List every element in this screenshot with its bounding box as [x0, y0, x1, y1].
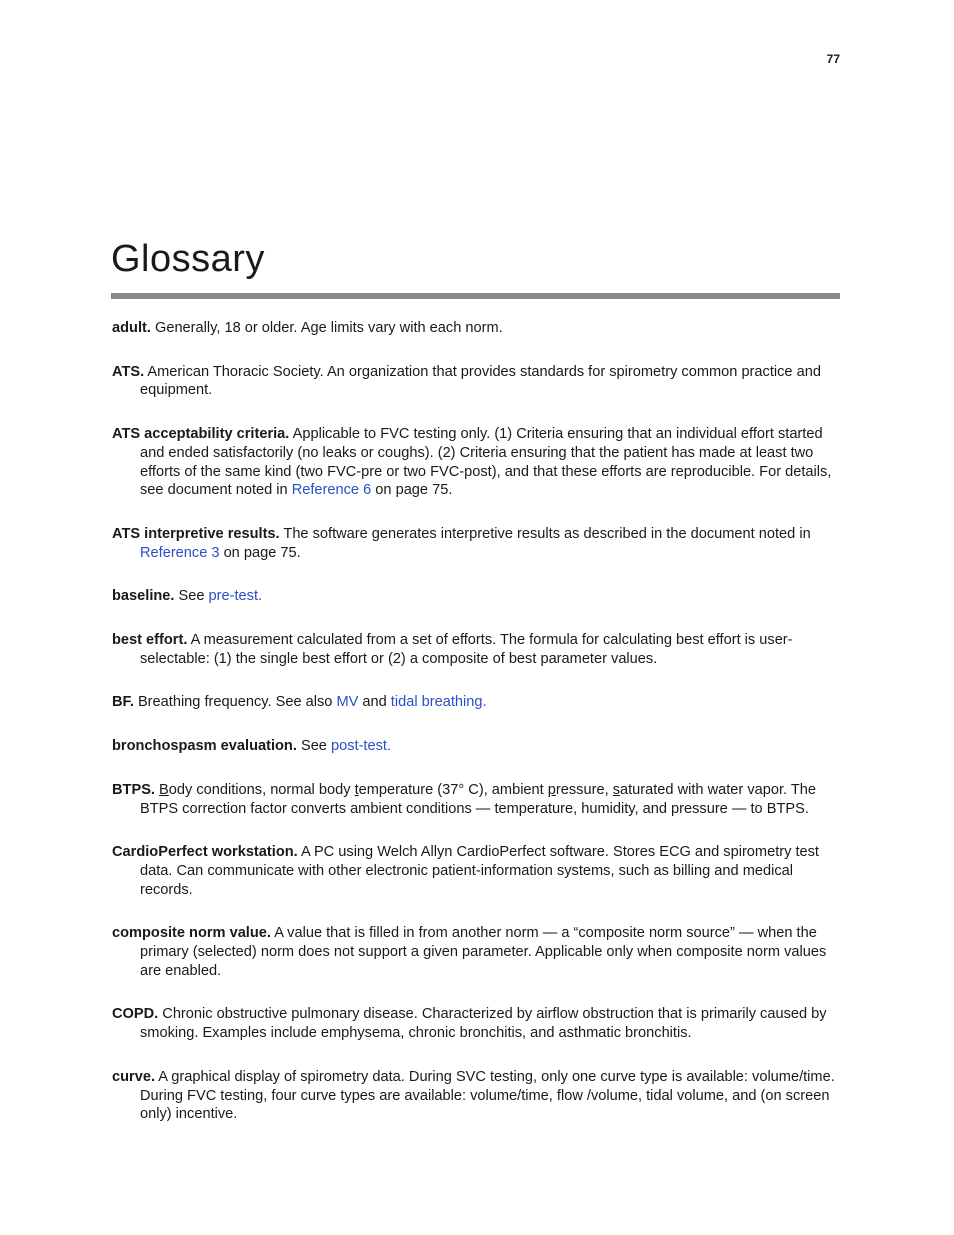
- page-number: 77: [826, 52, 840, 66]
- glossary-definition: See: [296, 738, 331, 755]
- glossary-term: best effort.: [112, 632, 188, 649]
- glossary-definition: A value that is filled in from another norm — a “composite norm source” — when the primary (selected) norm does not support a given parameter. Applicable only when composite norm values are enabled.: [140, 925, 827, 979]
- glossary-definition: The software generates interpretive results as described in the document noted in: [279, 525, 811, 542]
- glossary-term: curve.: [112, 1068, 155, 1085]
- glossary-definition: ressure,: [555, 781, 613, 798]
- glossary-entry-ats-acceptability-criteria: [112, 425, 844, 500]
- glossary-term: baseline.: [112, 588, 175, 605]
- glossary-definition-tail: on page 75.: [371, 482, 453, 499]
- glossary-definition: A PC using Welch Allyn CardioPerfect software. Stores ECG and spirometry test data. Can communicate with other electronic patient-information systems, such as billing and medical records.: [140, 844, 819, 898]
- glossary-definition: Chronic obstructive pulmonary disease. Characterized by airflow obstruction that is primarily caused by smoking. Examples include emphysema, chronic bronchitis, and asthmatic bronchitis.: [140, 1006, 827, 1042]
- glossary-definition-mid: and: [358, 694, 391, 711]
- glossary-definition: Applicable to FVC testing only. (1) Criteria ensuring that an individual effort started and ended satisfactorily (no leaks or coughs). (2) Criteria ensuring that the patient has made at least two efforts of the same kind (two FVC-pre or two FVC-post), and that these efforts are reproducible. For details, see document noted in: [140, 426, 832, 499]
- glossary-term: ATS interpretive results.: [112, 525, 280, 542]
- glossary-entry-best-effort: [112, 631, 844, 668]
- glossary-entry-ats-interpretive-results: [112, 525, 844, 562]
- glossary-definition: aturated with water vapor. The BTPS correction factor converts ambient conditions — temperature, humidity, and pressure — to BTPS.: [140, 781, 817, 817]
- reference-6-link[interactable]: Reference 6: [291, 482, 372, 499]
- pre-test-link[interactable]: pre-test.: [208, 588, 263, 605]
- glossary-definition: emperature (37° C), ambient: [358, 781, 548, 798]
- glossary-term: ATS acceptability criteria.: [112, 426, 290, 443]
- acronym-letter-t: t: [354, 781, 359, 798]
- acronym-letter-s: s: [612, 781, 620, 798]
- glossary-entry-cardioperfect-workstation: [112, 843, 844, 899]
- glossary-term: adult.: [112, 320, 151, 336]
- glossary-entry-copd: [112, 1005, 844, 1042]
- glossary-entry-adult: [112, 319, 844, 338]
- acronym-letter-b: B: [159, 781, 169, 798]
- glossary-term: CardioPerfect workstation.: [112, 844, 298, 861]
- glossary-definition: A graphical display of spirometry data. During SVC testing, only one curve type is available: volume/time. During FVC testing, four curve types are available: volume/time, flow /volume, tidal volume, and (on screen only) incentive.: [140, 1068, 835, 1123]
- glossary-definition: Generally, 18 or older. Age limits vary with each norm.: [150, 320, 503, 336]
- glossary-entry-bf: [112, 693, 844, 712]
- glossary-term: composite norm value.: [112, 925, 271, 942]
- tidal-breathing-link[interactable]: tidal breathing.: [390, 694, 487, 711]
- mv-link[interactable]: MV: [336, 694, 359, 711]
- page-title: Glossary: [111, 238, 265, 280]
- title-rule: [111, 293, 840, 299]
- glossary-definition: Breathing frequency. See also: [133, 694, 337, 711]
- glossary-entry-baseline: [112, 587, 844, 606]
- glossary-entry-btps: [112, 781, 844, 818]
- glossary-definition: See: [174, 588, 209, 605]
- reference-3-link[interactable]: Reference 3: [140, 544, 220, 561]
- glossary-definition: A measurement calculated from a set of efforts. The formula for calculating best effort is user-selectable: (1) the single best effort or (2) a composite of best parameter values.: [140, 632, 793, 667]
- glossary-term: BF.: [112, 694, 134, 711]
- glossary-list: [112, 319, 844, 1149]
- glossary-entry-composite-norm-value: [112, 924, 844, 980]
- acronym-letter-p: p: [547, 781, 556, 798]
- glossary-definition: American Thoracic Society. An organization that provides standards for spirometry common practice and equipment.: [140, 363, 821, 399]
- glossary-term: ATS.: [112, 363, 145, 380]
- glossary-entry-bronchospasm-evaluation: [112, 737, 844, 756]
- glossary-term: COPD.: [112, 1006, 159, 1023]
- glossary-term: bronchospasm evaluation.: [112, 738, 297, 755]
- post-test-link[interactable]: post-test.: [330, 738, 392, 755]
- glossary-entry-curve: [112, 1068, 844, 1124]
- glossary-definition: ody conditions, normal body: [168, 781, 355, 798]
- glossary-definition-tail: on page 75.: [219, 544, 301, 561]
- glossary-term: BTPS.: [112, 781, 155, 798]
- glossary-entry-ats: [112, 363, 844, 400]
